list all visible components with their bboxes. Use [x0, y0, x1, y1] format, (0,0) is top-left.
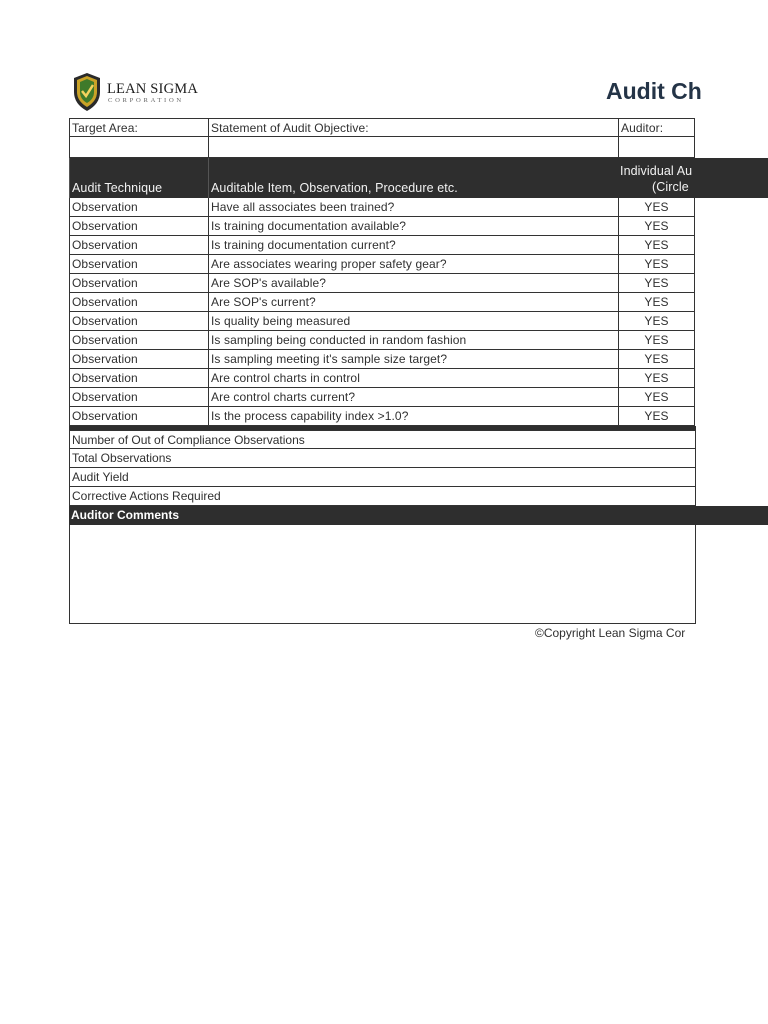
logo-subtitle: CORPORATION	[108, 97, 184, 104]
table-row	[69, 293, 768, 312]
summary-row	[69, 449, 768, 468]
row-overflow	[695, 198, 768, 217]
row-overflow	[695, 255, 768, 274]
summary-row	[69, 468, 768, 487]
out-of-compliance-label: Number of Out of Compliance Observations	[69, 430, 696, 449]
auditable-item-cell: Is training documentation available?	[208, 217, 618, 236]
audit-yield-label: Audit Yield	[69, 468, 696, 487]
row-overflow	[695, 369, 768, 388]
audit-technique-cell: Observation	[69, 198, 208, 217]
row-overflow	[695, 217, 768, 236]
result-yes-cell[interactable]: YES	[618, 217, 695, 236]
row-overflow	[695, 312, 768, 331]
row-overflow	[695, 293, 768, 312]
row-overflow	[695, 407, 768, 426]
summary-row	[69, 430, 768, 449]
table-header-row	[69, 158, 768, 198]
target-area-field[interactable]	[69, 137, 208, 158]
row-overflow	[695, 236, 768, 255]
audit-technique-cell: Observation	[69, 217, 208, 236]
auditable-item-cell: Is quality being measured	[208, 312, 618, 331]
audit-technique-cell: Observation	[69, 388, 208, 407]
table-row	[69, 369, 768, 388]
auditable-item-cell: Is sampling meeting it's sample size target?	[208, 350, 618, 369]
header-audit-technique-label: Audit Technique	[72, 181, 163, 195]
audit-technique-cell: Observation	[69, 293, 208, 312]
row-overflow	[695, 350, 768, 369]
table-row	[69, 255, 768, 274]
table-row	[69, 236, 768, 255]
result-yes-cell[interactable]: YES	[618, 236, 695, 255]
auditable-item-cell: Are associates wearing proper safety gear?	[208, 255, 618, 274]
audit-technique-cell: Observation	[69, 369, 208, 388]
lean-sigma-logo	[72, 72, 212, 112]
audit-technique-cell: Observation	[69, 236, 208, 255]
result-yes-cell[interactable]: YES	[618, 331, 695, 350]
table-row	[69, 350, 768, 369]
summary-row	[69, 487, 768, 506]
result-yes-cell[interactable]: YES	[618, 312, 695, 331]
audit-technique-cell: Observation	[69, 312, 208, 331]
table-row	[69, 407, 768, 426]
table-row	[69, 388, 768, 407]
result-yes-cell[interactable]: YES	[618, 388, 695, 407]
result-yes-cell[interactable]: YES	[618, 350, 695, 369]
auditable-item-cell: Are control charts current?	[208, 388, 618, 407]
result-yes-cell[interactable]: YES	[618, 407, 695, 426]
auditable-item-cell: Are SOP's current?	[208, 293, 618, 312]
table-row	[69, 274, 768, 293]
auditor-comments-header: Auditor Comments	[69, 506, 768, 525]
header-overflow	[695, 158, 768, 198]
form-label-row	[69, 118, 768, 137]
auditable-item-cell: Are SOP's available?	[208, 274, 618, 293]
auditor-label: Auditor:	[618, 118, 695, 137]
header-auditable-item	[208, 158, 618, 198]
audit-technique-cell: Observation	[69, 350, 208, 369]
row-overflow	[695, 331, 768, 350]
objective-field[interactable]	[208, 137, 618, 158]
copyright-text: ©Copyright Lean Sigma Cor	[535, 626, 686, 640]
auditable-item-cell: Is the process capability index >1.0?	[208, 407, 618, 426]
auditor-comments-field[interactable]	[69, 525, 696, 624]
header-audit-technique	[69, 158, 208, 198]
audit-technique-cell: Observation	[69, 331, 208, 350]
table-row	[69, 217, 768, 236]
header-result-line2: (Circle	[652, 180, 689, 194]
table-row	[69, 198, 768, 217]
auditable-item-cell: Have all associates been trained?	[208, 198, 618, 217]
table-row	[69, 331, 768, 350]
shield-logo-icon	[72, 72, 102, 112]
row-overflow	[695, 388, 768, 407]
objective-label: Statement of Audit Objective:	[208, 118, 618, 137]
auditable-item-cell: Are control charts in control	[208, 369, 618, 388]
auditor-overflow	[695, 118, 768, 137]
table-row	[69, 312, 768, 331]
result-yes-cell[interactable]: YES	[618, 293, 695, 312]
audit-technique-cell: Observation	[69, 274, 208, 293]
logo-name: LEAN SIGMA	[107, 81, 199, 97]
audit-rows	[69, 198, 768, 426]
audit-technique-cell: Observation	[69, 255, 208, 274]
audit-sheet	[69, 118, 768, 624]
result-yes-cell[interactable]: YES	[618, 255, 695, 274]
header-result-line1: Individual Au	[620, 164, 693, 178]
header-result	[618, 158, 695, 198]
header-auditable-item-label: Auditable Item, Observation, Procedure etc.	[211, 181, 458, 195]
corrective-actions-label: Corrective Actions Required	[69, 487, 696, 506]
auditable-item-cell: Is sampling being conducted in random fashion	[208, 331, 618, 350]
result-yes-cell[interactable]: YES	[618, 274, 695, 293]
audit-technique-cell: Observation	[69, 407, 208, 426]
document-title: Audit Ch	[606, 78, 702, 104]
form-input-row	[69, 137, 768, 158]
result-yes-cell[interactable]: YES	[618, 198, 695, 217]
target-area-label: Target Area:	[69, 118, 208, 137]
total-observations-label: Total Observations	[69, 449, 696, 468]
auditor-field[interactable]	[618, 137, 695, 158]
auditable-item-cell: Is training documentation current?	[208, 236, 618, 255]
result-yes-cell[interactable]: YES	[618, 369, 695, 388]
row-overflow	[695, 274, 768, 293]
